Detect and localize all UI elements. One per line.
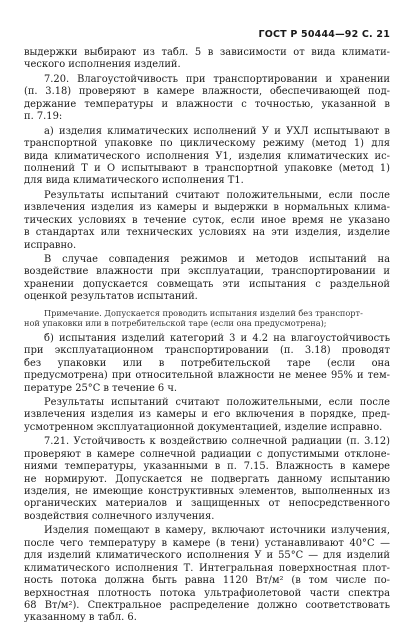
text-line: ность потока должна быть равна 1120 Вт/м² (в том числе по-	[24, 575, 390, 587]
text-line: держание температуры и влажности с точностью, указанной в	[24, 98, 390, 110]
text-line: Изделия помещают в камеру, включают источники излучения,	[44, 525, 390, 537]
text-line: Примечание. Допускается проводить испытания изделий без транспорт-	[44, 307, 363, 318]
text-line: для изделий климатического исполнения У и 55°С — для изделий	[24, 550, 390, 562]
paragraph	[24, 333, 390, 395]
text-line: ной упаковки или в потребительской таре (если она предусмотрена);	[24, 318, 327, 329]
text-line: пературе 25°С в течение 6 ч.	[24, 382, 178, 394]
paragraph	[24, 190, 390, 252]
text-line: ниями температуры, указанными в п. 7.15. Влажность в камере	[24, 461, 390, 473]
text-line: после чего температуру в камере (в тени) устанавливают 40°С —	[24, 537, 390, 549]
text-line: изделия, не имеющие конструктивных элементов, выполненных из	[24, 486, 390, 497]
text-line: выдержки выбирают из табл. 5 в зависимости от вида климати-	[24, 47, 390, 58]
text-line: без упаковки или в потребительской таре (если она	[24, 357, 390, 369]
text-line: верхностная плотность потока ультрафиолетовой части спектра	[24, 587, 390, 599]
text-line: б) испытания изделий категорий 3 и 4.2 на влагоустойчивость	[44, 332, 390, 344]
text-line: не нормируют. Допускается не подвергать данному испытанию	[24, 473, 390, 485]
text-line: Результаты испытаний считают положительными, если после	[44, 189, 390, 201]
paragraph	[24, 397, 390, 434]
text-line: указанному в табл. 6.	[24, 612, 137, 624]
text-line: Результаты испытаний считают положительными, если после	[44, 396, 390, 408]
document-body	[24, 47, 390, 625]
text-line: 68 Вт/м²). Спектральное распределение должно соответствовать	[24, 599, 390, 611]
text-line: в стандартах или технических условиях на эти изделия, изделие	[24, 227, 390, 239]
paragraph	[24, 47, 390, 72]
text-line: при эксплуатационном транспортировании (п. 3.18) проводят	[24, 345, 390, 357]
text-line: а) изделия климатических исполнений У и УХЛ испытывают в	[44, 125, 390, 137]
text-line: органических материалов и защищенных от непосредственного	[24, 498, 390, 510]
text-line: вида климатического исполнения У1, изделия климатических ис-	[24, 150, 390, 162]
text-line: извлечения изделия из камеры и выдержки в нормальных клима-	[24, 202, 390, 214]
text-line: полнений Т и О испытывают в транспортной упаковке (метод 1)	[24, 162, 390, 174]
text-line: воздействие влажности при эксплуатации, транспортировании и	[24, 266, 390, 278]
page-header: ГОСТ Р 50444—92 С. 21	[258, 29, 390, 40]
text-line: ческого исполнения изделий.	[24, 59, 181, 71]
text-line: извлечения изделия из камеры и его включения в порядке, пред-	[24, 409, 390, 421]
text-line: предусмотрена) при относительной влажности не менее 95% и тем-	[24, 370, 390, 382]
text-line: оценкой результатов испытаний.	[24, 291, 198, 303]
text-line: п. 7.19:	[24, 111, 63, 123]
text-line: проверяют в камере солнечной радиации с допустимыми отклоне-	[24, 448, 390, 460]
paragraph	[24, 436, 390, 523]
text-line: усмотренном эксплуатационной документацией, изделие исправно.	[24, 421, 383, 433]
text-line: (п. 3.18) проверяют в камере влажности, обеспечивающей под-	[24, 86, 390, 98]
text-line: 7.20. Влагоустойчивость при транспортировании и хранении	[44, 73, 390, 85]
paragraph	[24, 525, 390, 625]
note-paragraph	[24, 308, 390, 329]
text-line: транспортной упаковке по циклическому режиму (метод 1) для	[24, 138, 390, 150]
paragraph	[24, 74, 390, 124]
text-line: климатического исполнения Т. Интегральная поверхностная плот-	[24, 562, 390, 574]
paragraph	[24, 254, 390, 304]
text-line: исправно.	[24, 239, 77, 251]
text-line: хранении допускается совмещать эти испытания с раздельной	[24, 278, 390, 290]
paragraph	[24, 126, 390, 188]
text-line: В случае совпадения режимов и методов испытаний на	[44, 254, 390, 265]
text-line: 7.21. Устойчивость к воздействию солнечной радиации (п. 3.12)	[44, 436, 390, 448]
text-line: для вида климатического исполнения Т1.	[24, 175, 244, 187]
text-line: тических условиях в течение суток, если иное время не указано	[24, 214, 390, 226]
text-line: воздействия солнечного излучения.	[24, 510, 215, 522]
